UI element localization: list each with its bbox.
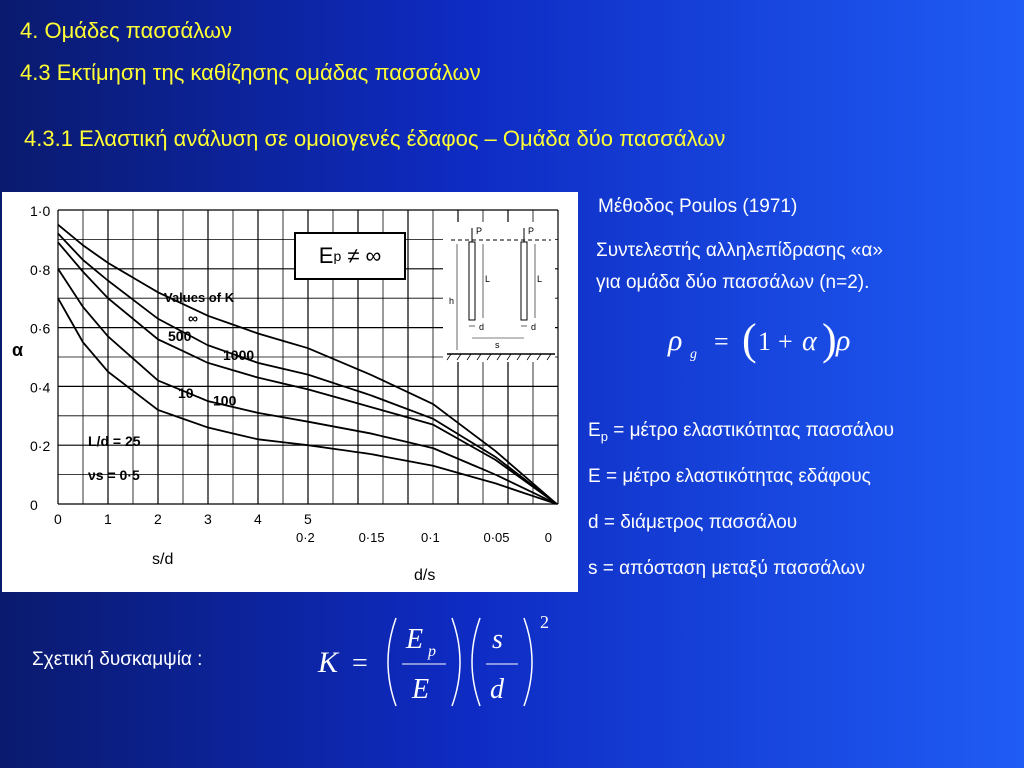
series-label-500: 500 (168, 327, 192, 344)
x-tick-label-sd: 3 (204, 511, 212, 527)
k-paren-close-2 (524, 618, 532, 706)
legend-title: Values of K (164, 290, 235, 305)
load-label-right: P (528, 226, 535, 236)
legend-ep-symbol: E (588, 420, 601, 441)
y-tick-label: 0·4 (30, 379, 51, 396)
y-tick-label: 0·8 (30, 261, 51, 278)
ep-relation: ≠ ∞ (341, 243, 382, 268)
k-ep-subscript: p (428, 643, 436, 660)
k-exponent: 2 (540, 612, 549, 632)
legend-e: E = μέτρο ελαστικότητας εδάφους (588, 466, 871, 487)
k-paren-close-1 (452, 618, 460, 706)
series-label-100: 100 (213, 392, 237, 409)
paren-close: ) (822, 315, 837, 364)
y-tick-label: 0 (30, 497, 38, 513)
diameter-label-right: d (531, 322, 537, 332)
method-label: Μέθοδος Poulos (1971) (598, 196, 798, 217)
alpha-symbol: α (802, 326, 817, 357)
settlement-formula (662, 314, 882, 374)
rho-equals: = (714, 327, 729, 356)
ep-symbol: E (318, 243, 334, 268)
pile-left (469, 242, 475, 320)
diameter-label-left: d (479, 322, 485, 332)
x-tick-label-ds: 0·1 (421, 530, 440, 545)
length-label-right: L (537, 274, 543, 284)
rho-symbol: ρ (836, 324, 851, 357)
paren-open: ( (742, 315, 757, 364)
two-pile-schematic (443, 222, 555, 362)
k-paren-open-2 (472, 618, 480, 706)
x-tick-label-sd: 2 (154, 511, 162, 527)
coefficient-line-2: για ομάδα δύο πασσάλων (n=2). (596, 272, 870, 293)
pile-right (521, 242, 527, 320)
load-label-left: P (476, 226, 483, 236)
legend-s: s = απόσταση μεταξύ πασσάλων (588, 558, 865, 579)
x-tick-label-ds: 0·15 (358, 530, 385, 545)
k-symbol: K (318, 646, 339, 679)
ep-not-infinite-box (294, 232, 406, 280)
legend-ep-subscript: p (600, 428, 608, 444)
rho-g-subscript: g (690, 347, 697, 362)
spacing-label: s (495, 340, 500, 350)
rho-one: 1 (758, 327, 771, 356)
stiffness-formula (314, 610, 564, 716)
x-tick-label-sd: 1 (104, 511, 112, 527)
depth-label: h (449, 296, 455, 306)
x-tick-label-sd: 5 (304, 511, 312, 527)
k-e-symbol: E (412, 674, 430, 705)
legend-ep (588, 420, 894, 444)
legend-d: d = διάμετρος πασσάλου (588, 512, 798, 533)
series-label-∞: ∞ (188, 310, 198, 327)
k-ep-symbol: E (406, 624, 424, 655)
section-title: 4.3.1 Ελαστική ανάλυση σε ομοιογενές έδαφος – Ομάδα δύο πασσάλων (24, 126, 726, 151)
k-paren-open-1 (388, 618, 396, 706)
x-tick-label-sd: 0 (54, 511, 62, 527)
y-tick-label: 0·2 (30, 438, 51, 455)
x-tick-label-ds: 0·2 (296, 530, 315, 545)
x-tick-label-ds: 0 (544, 530, 552, 545)
series-label-1000: 1000 (223, 346, 255, 363)
stiffness-label: Σχετική δυσκαμψία : (32, 649, 203, 670)
annotation-ld: L/d = 25 (88, 433, 141, 449)
x-tick-label-sd: 4 (254, 511, 262, 527)
rho-g-symbol: ρ (668, 324, 683, 357)
base-hatch (447, 354, 551, 360)
k-s-symbol: s (492, 624, 503, 655)
k-equals: = (352, 648, 368, 679)
annotation-vs: νs = 0·5 (88, 467, 140, 483)
k-d-symbol: d (490, 674, 504, 705)
x-tick-label-ds: 0·05 (483, 530, 510, 545)
coefficient-line-1: Συντελεστής αλληλεπίδρασης «α» (596, 240, 883, 261)
page-subtitle: 4.3 Εκτίμηση της καθίζησης ομάδας πασσάλων (20, 60, 481, 85)
ep-subscript: p (333, 248, 342, 264)
rho-plus: + (778, 327, 793, 356)
legend-ep-text: = μέτρο ελαστικότητας πασσάλου (607, 420, 894, 441)
page-title: 4. Ομάδες πασσάλων (20, 18, 233, 43)
y-tick-label: 0·6 (30, 320, 51, 337)
y-axis-label: α (12, 340, 24, 360)
x-axis-label-ds: d/s (414, 567, 436, 584)
series-label-10: 10 (178, 385, 194, 402)
length-label-left: L (485, 274, 491, 284)
x-axis-label-sd: s/d (152, 551, 174, 568)
y-tick-label: 1·0 (30, 203, 51, 219)
